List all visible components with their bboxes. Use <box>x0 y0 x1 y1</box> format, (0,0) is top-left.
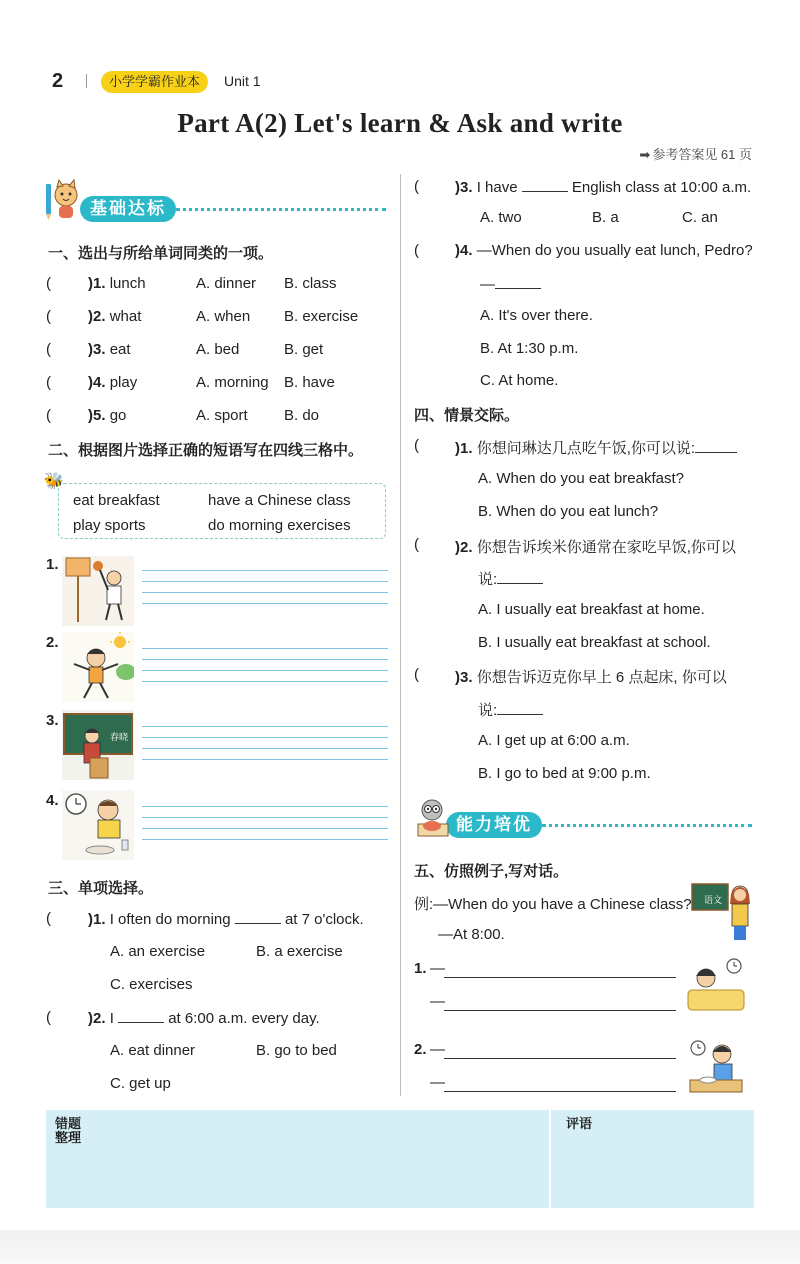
fill-blank[interactable] <box>522 178 568 192</box>
banner-dotted-line <box>176 208 386 211</box>
comments-label: 评语 <box>566 1116 593 1131</box>
answer-paren[interactable]: ( <box>46 275 51 292</box>
fill-blank[interactable] <box>497 701 543 715</box>
banner-dotted-line <box>542 824 752 827</box>
example-answer: —At 8:00. <box>438 926 505 943</box>
blackboard-text: 春晓 <box>110 732 129 742</box>
item-number: )4. <box>455 242 473 259</box>
question-stem: 你想告诉迈克你早上 6 点起床, 你可以 <box>476 669 727 686</box>
option-b: B. get <box>284 341 324 358</box>
question-stem: I often do morning <box>109 911 231 928</box>
option-a: A. sport <box>196 407 248 424</box>
option-c: C. At home. <box>480 372 559 389</box>
item-number: )1. <box>88 911 106 928</box>
option-a: A. I get up at 6:00 a.m. <box>478 732 630 749</box>
item-number: 3. <box>46 712 59 729</box>
chinese-class-picture <box>62 710 134 780</box>
owl-mascot-icon <box>414 798 452 840</box>
question-stem: I <box>109 1010 114 1027</box>
fill-blank[interactable] <box>695 439 737 453</box>
option-b: B. do <box>284 407 320 424</box>
header-divider <box>86 74 87 88</box>
option-c: C. get up <box>110 1075 171 1092</box>
blackboard-text: 语文 <box>704 895 723 905</box>
question-stem: 你想问琳达几点吃午饭,你可以说: <box>476 440 696 457</box>
option-b: B. a <box>592 209 619 226</box>
question-stem: at 6:00 a.m. every day. <box>168 1010 320 1027</box>
mistakes-label-line1: 错题 <box>55 1116 82 1131</box>
section-banner-advanced <box>418 812 754 838</box>
arrow-right-icon: ➡ <box>639 147 651 162</box>
item-number: )3. <box>88 341 106 358</box>
item-number: )2. <box>88 308 106 325</box>
answer-paren[interactable]: ( <box>414 666 419 683</box>
item-number: )4. <box>88 374 106 391</box>
dash: — <box>430 1041 445 1058</box>
writing-lines[interactable] <box>142 726 388 770</box>
mistakes-label-line2: 整理 <box>55 1130 82 1145</box>
item-number: 4. <box>46 792 59 809</box>
item-number: 2. <box>46 634 59 651</box>
section-banner-label: 能力培优 <box>446 812 542 838</box>
dash: — <box>430 993 445 1010</box>
option-b: B. When do you eat lunch? <box>478 503 659 520</box>
notes-panel-divider <box>549 1110 551 1208</box>
option-a: A. an exercise <box>110 943 206 960</box>
item-word: what <box>109 308 142 325</box>
answer-line[interactable] <box>444 1091 676 1092</box>
teacher-blackboard-picture <box>690 880 758 942</box>
part3-heading: 三、单项选择。 <box>48 880 154 897</box>
option-b: B. class <box>284 275 337 292</box>
part1-heading: 一、选出与所给单词同类的一项。 <box>48 245 274 262</box>
option-a: A. bed <box>196 341 240 358</box>
example-question: 例:—When do you have a Chinese class? <box>414 896 692 913</box>
fill-blank[interactable] <box>235 910 281 924</box>
question-stem-cont: 说: <box>478 571 498 588</box>
question-stem: 你想告诉埃米你通常在家吃早饭,你可以 <box>476 539 736 556</box>
brand-badge: 小学学霸作业本 <box>101 71 208 93</box>
answer-paren[interactable]: ( <box>46 308 51 325</box>
morning-exercise-picture <box>62 632 134 702</box>
phrase-option: play sports <box>73 517 146 534</box>
question-stem: I have <box>476 179 518 196</box>
item-number: )2. <box>455 539 473 556</box>
boy-eating-picture <box>686 1036 746 1096</box>
phrase-option: eat breakfast <box>73 492 160 509</box>
answer-reference <box>639 144 752 163</box>
mistakes-label <box>55 1117 81 1145</box>
item-number: )5. <box>88 407 106 424</box>
fill-blank[interactable] <box>495 275 541 289</box>
answer-paren[interactable]: ( <box>46 407 51 424</box>
dash: — <box>430 1074 445 1091</box>
answer-line[interactable] <box>444 977 676 978</box>
option-b: B. I usually eat breakfast at school. <box>478 634 711 651</box>
comments-area[interactable] <box>600 1114 748 1204</box>
answer-paren[interactable]: ( <box>414 536 419 553</box>
page-bottom-shadow <box>0 1230 800 1264</box>
part2-heading: 二、根据图片选择正确的短语写在四线三格中。 <box>48 442 364 459</box>
answer-line[interactable] <box>444 1010 676 1011</box>
item-number: )1. <box>88 275 106 292</box>
part5-heading: 五、仿照例子,写对话。 <box>414 863 569 880</box>
item-word: lunch <box>109 275 146 292</box>
option-b: B. go to bed <box>256 1042 337 1059</box>
option-a: A. dinner <box>196 275 257 292</box>
option-a: A. When do you eat breakfast? <box>478 470 684 487</box>
basketball-player-picture <box>62 556 134 626</box>
item-number: )2. <box>88 1010 106 1027</box>
option-b: B. have <box>284 374 335 391</box>
breakfast-picture <box>62 790 134 860</box>
answer-paren[interactable]: ( <box>46 374 51 391</box>
option-c: C. exercises <box>110 976 193 993</box>
fill-blank[interactable] <box>118 1009 164 1023</box>
phrase-option: do morning exercises <box>208 517 351 534</box>
unit-label: Unit 1 <box>224 73 261 89</box>
section-banner-basic <box>52 196 388 222</box>
option-b: B. a exercise <box>256 943 343 960</box>
answer-paren[interactable]: ( <box>46 1009 51 1026</box>
item-number: 2. <box>414 1041 427 1058</box>
answer-paren[interactable]: ( <box>414 178 419 195</box>
answer-reference-text: 参考答案见 61 页 <box>652 147 752 162</box>
option-a: A. morning <box>196 374 269 391</box>
section-banner-label: 基础达标 <box>80 196 176 222</box>
item-number: 1. <box>46 556 59 573</box>
question-stem-cont: 说: <box>478 702 498 719</box>
item-number: )3. <box>455 179 473 196</box>
mistakes-notes-area[interactable] <box>120 1114 540 1204</box>
item-word: play <box>109 374 138 391</box>
page-number: 2 <box>52 70 64 92</box>
option-a: A. when <box>196 308 251 325</box>
option-a: A. I usually eat breakfast at home. <box>478 601 705 618</box>
question-stem: —When do you usually eat lunch, Pedro? <box>476 242 753 259</box>
phrase-option: have a Chinese class <box>208 492 351 509</box>
writing-lines[interactable] <box>142 806 388 850</box>
cat-mascot-icon <box>44 178 82 220</box>
fill-blank[interactable] <box>497 570 543 584</box>
answer-line[interactable] <box>444 1058 676 1059</box>
answer-paren[interactable]: ( <box>46 341 51 358</box>
option-b: B. exercise <box>284 308 359 325</box>
page-title: Part A(2) Let's learn & Ask and write <box>177 108 623 138</box>
option-b: B. At 1:30 p.m. <box>480 340 579 357</box>
question-stem: English class at 10:00 a.m. <box>571 179 752 196</box>
bee-icon: 🐝 <box>44 473 64 490</box>
writing-lines[interactable] <box>142 648 388 692</box>
girl-in-bed-picture <box>686 956 746 1016</box>
part4-heading: 四、情景交际。 <box>414 407 520 424</box>
item-number: 1. <box>414 960 427 977</box>
writing-lines[interactable] <box>142 570 388 614</box>
question-stem: at 7 o'clock. <box>284 911 364 928</box>
dash: — <box>480 276 495 293</box>
option-a: A. It's over there. <box>480 307 593 324</box>
option-a: A. eat dinner <box>110 1042 196 1059</box>
option-c: C. an <box>682 209 718 226</box>
column-divider <box>400 174 401 1096</box>
dash: — <box>430 960 445 977</box>
item-word: go <box>109 407 127 424</box>
item-number: )3. <box>455 669 473 686</box>
item-number: )1. <box>455 440 473 457</box>
answer-paren[interactable]: ( <box>414 437 419 454</box>
answer-paren[interactable]: ( <box>414 242 419 259</box>
answer-paren[interactable]: ( <box>46 910 51 927</box>
item-word: eat <box>109 341 131 358</box>
option-b: B. I go to bed at 9:00 p.m. <box>478 765 651 782</box>
option-a: A. two <box>480 209 522 226</box>
